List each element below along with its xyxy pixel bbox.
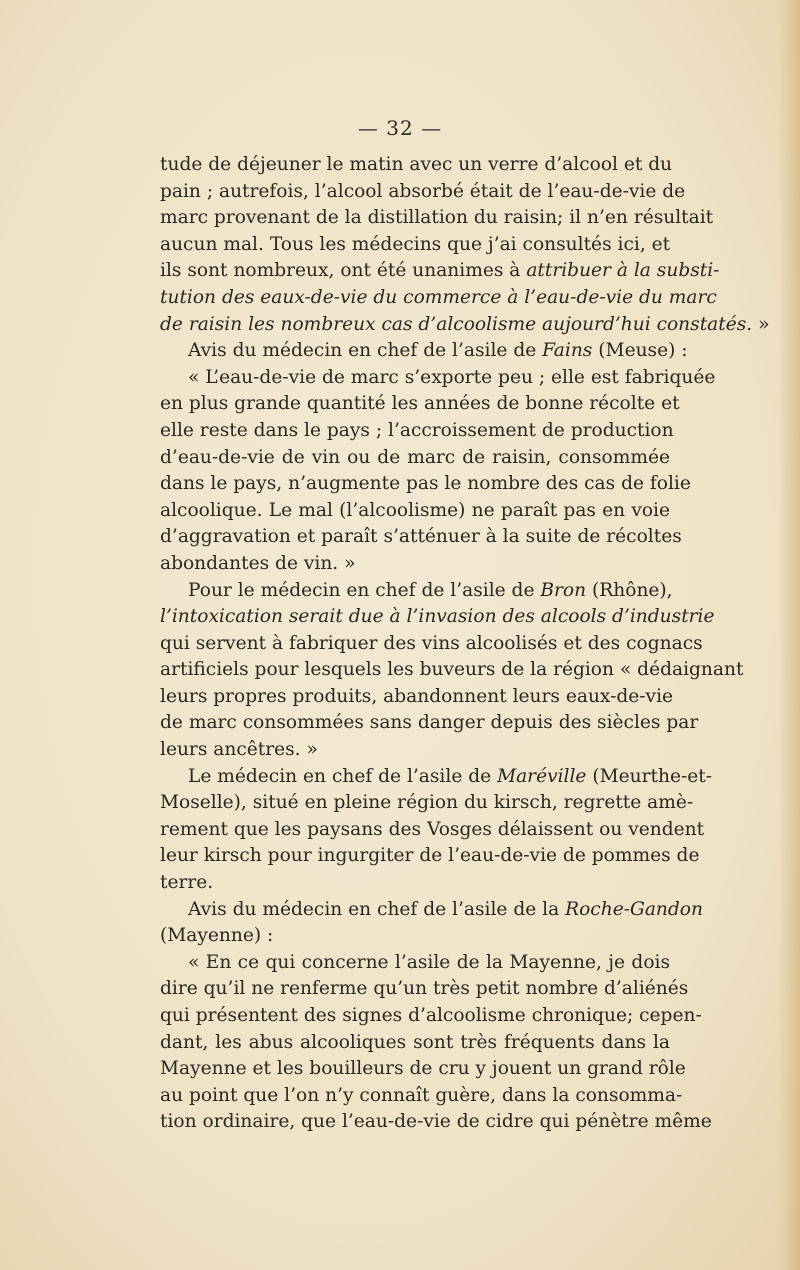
text-line: leur kirsch pour ingurgiter de l’eau-de-vie de pommes de xyxy=(160,845,700,867)
text-line: Avis du médecin en chef de l’asile de Fains (Meuse) : xyxy=(188,340,688,362)
paragraph xyxy=(160,764,712,897)
paragraph xyxy=(160,950,712,1136)
paragraph xyxy=(160,338,688,365)
text-line: l’intoxication serait due à l’invasion des alcools d’industrie xyxy=(160,606,715,628)
text-line: terre. xyxy=(160,872,214,894)
text-line: abondantes de vin. » xyxy=(160,552,356,574)
text-line: « En ce qui concerne l’asile de la Mayenne, je dois xyxy=(188,951,670,973)
paragraph xyxy=(160,152,753,338)
page-number: — 32 — xyxy=(357,116,443,140)
text-line: dire qu’il ne renferme qu’un très petit nombre d’aliénés xyxy=(160,978,689,1000)
text-line: d’eau-de-vie de vin ou de marc de raisin, consommée xyxy=(160,446,670,468)
text-line: tution des eaux-de-vie du commerce à l’eau-de-vie du marc xyxy=(160,286,717,308)
text-line: dans le pays, n’augmente pas le nombre des cas de folie xyxy=(160,473,691,495)
text-line: Pour le médecin en chef de l’asile de Bron (Rhône), xyxy=(188,579,673,601)
text-line: dant, les abus alcooliques sont très fréquents dans la xyxy=(160,1031,670,1053)
paragraph xyxy=(160,897,703,950)
text-line: qui servent à fabriquer des vins alcoolisés et des cognacs xyxy=(160,632,703,654)
text-line: en plus grande quantité les années de bonne récolte et xyxy=(160,393,680,415)
page-edge-shadow xyxy=(778,0,800,1270)
text-line: (Mayenne) : xyxy=(160,925,274,947)
text-line: qui présentent des signes d’alcoolisme chronique; cepen- xyxy=(160,1005,702,1026)
paragraph xyxy=(160,578,744,764)
text-line: aucun mal. Tous les médecins que j’ai consultés ici, et xyxy=(160,233,671,255)
text-line: Le médecin en chef de l’asile de Maréville (Meurthe-et- xyxy=(188,765,712,787)
text-line: tude de déjeuner le matin avec un verre d’alcool et du xyxy=(160,154,673,175)
text-line: Moselle), situé en pleine région du kirsch, regrette amè- xyxy=(160,792,694,814)
text-line: d’aggravation et paraît s’atténuer à la suite de récoltes xyxy=(160,526,682,548)
text-line: pain ; autrefois, l’alcool absorbé était de l’eau-de-vie de xyxy=(160,180,686,202)
body-text xyxy=(160,152,753,1136)
text-line: artificiels pour lesquels les buveurs de la région « dédaignant xyxy=(160,659,744,681)
text-line: ils sont nombreux, ont été unanimes à attribuer à la substi- xyxy=(160,260,720,282)
text-line: Avis du médecin en chef de l’asile de la Roche-Gandon xyxy=(188,898,703,920)
text-line: alcoolique. Le mal (l’alcoolisme) ne paraît pas en voie xyxy=(160,499,670,521)
text-line: leurs propres produits, abandonnent leurs eaux-de-vie xyxy=(160,685,674,707)
paragraph xyxy=(160,365,716,578)
text-line: « L’eau-de-vie de marc s’exporte peu ; elle est fabriquée xyxy=(188,366,716,388)
text-line: au point que l’on n’y connaît guère, dans la consomma- xyxy=(160,1084,683,1106)
text-line: de marc consommées sans danger depuis des siècles par xyxy=(160,712,699,734)
text-line: elle reste dans le pays ; l’accroissement de production xyxy=(160,419,674,441)
text-line: leurs ancêtres. » xyxy=(160,739,318,761)
text-line: rement que les paysans des Vosges délaissent ou vendent xyxy=(160,818,705,840)
text-line: de raisin les nombreux cas d’alcoolisme aujourd’hui constatés. xyxy=(160,313,753,335)
text-line: Mayenne et les bouilleurs de cru y jouent un grand rôle xyxy=(160,1058,686,1080)
text-line: marc provenant de la distillation du raisin; il n’en résultait xyxy=(160,207,714,229)
text-line: tion ordinaire, que l’eau-de-vie de cidre qui pénètre même xyxy=(160,1111,712,1133)
